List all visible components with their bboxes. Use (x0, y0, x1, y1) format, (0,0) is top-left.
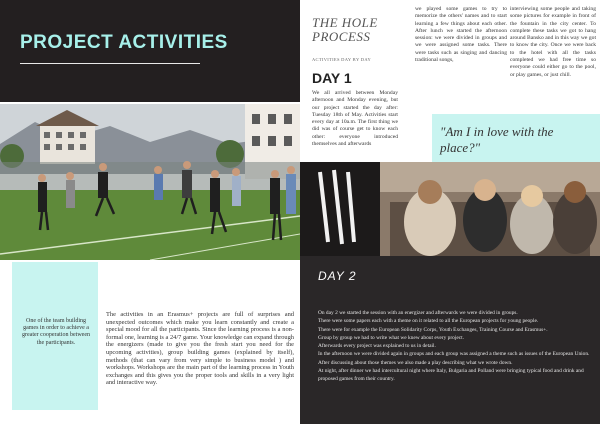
day2-heading: DAY 2 (318, 269, 357, 283)
page-title: PROJECT ACTIVITIES (20, 32, 228, 53)
day2-paragraph: Afterwards every project was explained to us in detail. (318, 343, 436, 350)
day1-column-2: we played some games to try to memorize the others' names and to start learning a few things about each other. After lunch we started the afternoon session: we were divided in groups and we were assigned some tasks. There were tasks such as singing and dancing traditional songs, (415, 6, 507, 64)
pull-quote: "Am I in love with the place?" (440, 124, 554, 155)
day2-paragraph: In the afternoon we were divided again in groups and each group was assigned a theme such as issues of the European Union. After discussing about those themes we also made a play describing what we wrote down. (318, 351, 590, 366)
day2-paragraph: Group by group we had to write what we knew about every project. (318, 334, 464, 341)
activities-intro-text: The activities in an Erasmus+ projects are full of surprises and unexpected outcomes which make you learn constantly and create a special mood for all the participants. Since the learning process is a non-formal one, learning is a 24/7 game. Your knowledge can expand through the energizers (made to give you the fresh start you need for the upcoming activities), group building games (explained by itself), methods (that can vary from very simple to business model ) and workshops. Workshops are the main part of the learning process in Youth exchanges and this gives you the proper tools and skills in a very light and interactive way. (106, 311, 294, 387)
classroom-photo-illustration (300, 162, 600, 256)
section-subtitle: ACTIVITIES DAY BY DAY (312, 57, 372, 62)
day2-paragraph: On day 2 we started the session with an energizer and afterwards we were divided in groups. (318, 310, 518, 316)
section-title: THE HOLE PROCESS (312, 15, 378, 44)
day2-paragraph: There were for example the European Solidarity Corps, Youth Exchanges, Training Course and Erasmus+. (318, 326, 548, 333)
title-underline (20, 63, 200, 64)
group-game-photo-illustration (0, 104, 300, 260)
day1-heading: DAY 1 (312, 70, 352, 86)
day2-paragraph: There were some papers each with a theme on it related to all the European projects for young people. (318, 318, 539, 325)
day1-column-3: interviewing some people and taking some pictures for example in front of the fountain in the city center. To complete these tasks we got to hang around Bansko and in this way we got to know the city. Once we were back to the hotel with all the tasks completed we had free time so everyone could either go to the pool, or play games, or just chill. (510, 6, 596, 78)
photo-caption: One of the team building games in order to achieve a greater cooperation between the participants. (22, 318, 90, 346)
group-game-photo (0, 104, 300, 260)
classroom-photo (300, 162, 600, 256)
day2-paragraph: At night, after dinner we had intercultural night where Italy, Bulgaria and Polland were bringing typical food and drink and proposed games from their country. (318, 368, 584, 383)
day1-column-1: We all arrived between Monday afternoon and Monday evening, but our project started the day after: Tuesday 18th of May. Activities start every day at 10a.m. The first thing we did was of course get to know each other: everyone introduced themselves and afterwards (312, 90, 398, 148)
day2-body (318, 309, 590, 384)
